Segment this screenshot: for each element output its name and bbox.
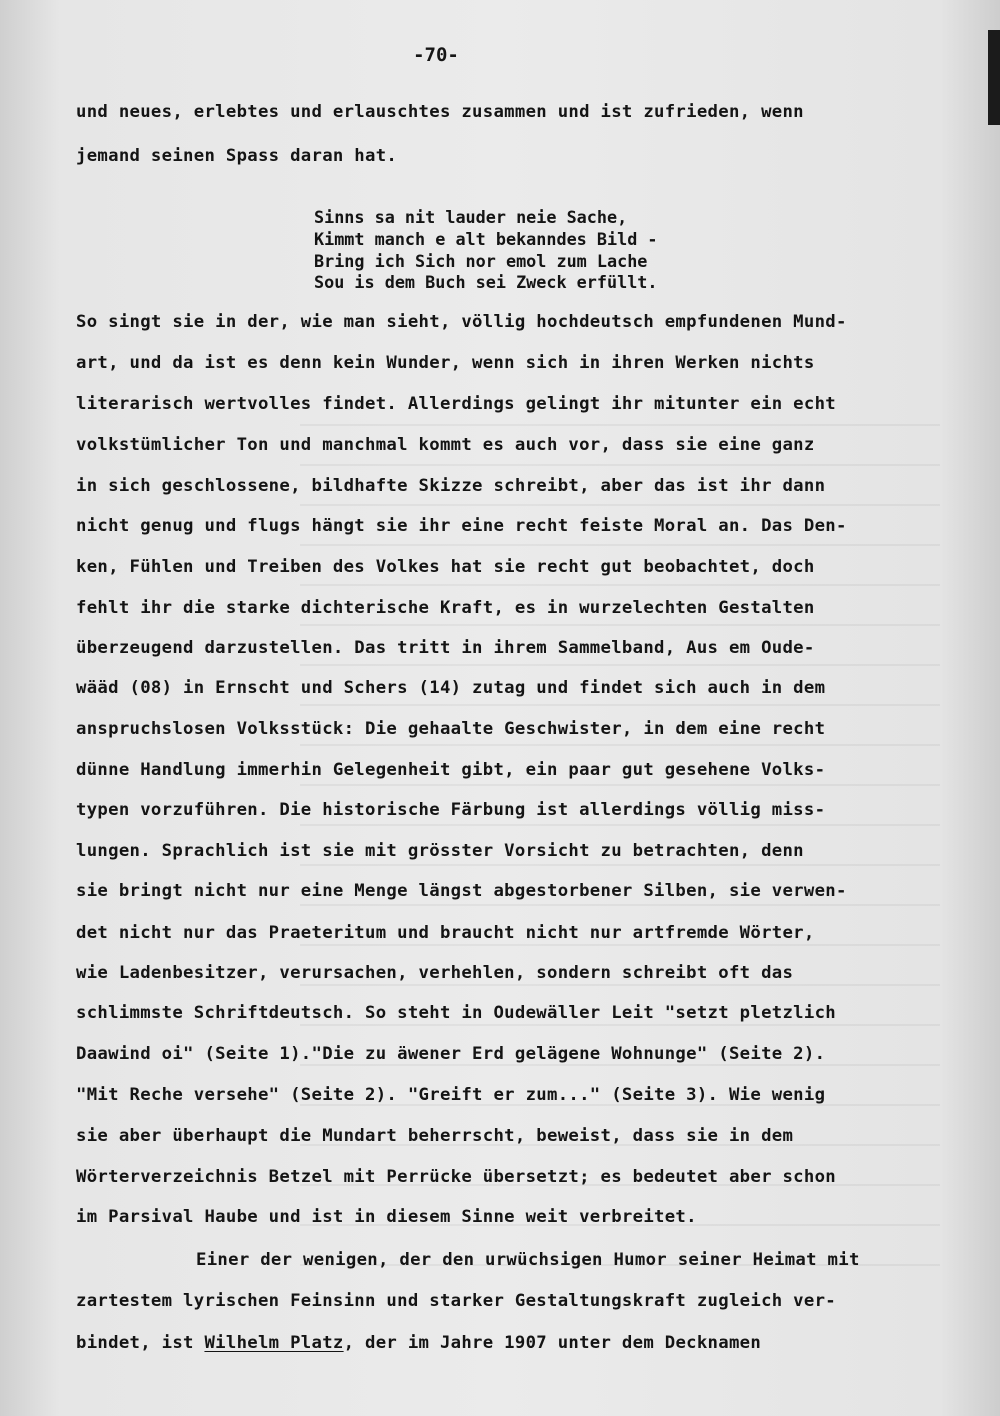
- text-line: jemand seinen Spass daran hat.: [76, 146, 398, 166]
- author-name: Wilhelm Platz: [204, 1333, 344, 1353]
- text-line: und neues, erlebtes und erlauschtes zusammen und ist zufrieden, wenn: [76, 102, 804, 122]
- text-line: literarisch wertvolles findet. Allerdings gelingt ihr mitunter ein echt: [76, 394, 836, 414]
- poem-line: Sinns sa nit lauder neie Sache,: [314, 207, 628, 227]
- text-line: zartestem lyrischen Feinsinn und starker Gestaltungskraft zugleich ver-: [76, 1291, 836, 1311]
- text-line: sie aber überhaupt die Mundart beherrscht, beweist, dass sie in dem: [76, 1126, 794, 1146]
- text-line: art, und da ist es denn kein Wunder, wenn sich in ihren Werken nichts: [76, 353, 815, 373]
- text-line: wääd (08) in Ernscht und Schers (14) zutag und findet sich auch in dem: [76, 678, 826, 698]
- text-line: fehlt ihr die starke dichterische Kraft, es in wurzelechten Gestalten: [76, 598, 815, 618]
- text-line: in sich geschlossene, bildhafte Skizze schreibt, aber das ist ihr dann: [76, 476, 826, 496]
- text-line: lungen. Sprachlich ist sie mit grösster Vorsicht zu betrachten, denn: [76, 841, 804, 861]
- page-number: -70-: [413, 44, 459, 66]
- text-line: überzeugend darzustellen. Das tritt in ihrem Sammelband, Aus em Oude-: [76, 638, 815, 658]
- poem-line: Sou is dem Buch sei Zweck erfüllt.: [314, 272, 658, 292]
- text-segment: bindet, ist: [76, 1333, 205, 1353]
- text-line: volkstümlicher Ton und manchmal kommt es auch vor, dass sie eine ganz: [76, 435, 815, 455]
- text-line: nicht genug und flugs hängt sie ihr eine recht feiste Moral an. Das Den-: [76, 516, 847, 536]
- text-line: anspruchslosen Volksstück: Die gehaalte Geschwister, in dem eine recht: [76, 719, 826, 739]
- text-line: dünne Handlung immerhin Gelegenheit gibt, ein paar gut gesehene Volks-: [76, 760, 826, 780]
- scan-edge-mark: [988, 30, 1000, 125]
- text-line: "Mit Reche versehe" (Seite 2). "Greift er zum..." (Seite 3). Wie wenig: [76, 1085, 826, 1105]
- text-line: Einer der wenigen, der den urwüchsigen Humor seiner Heimat mit: [196, 1250, 860, 1270]
- text-line: sie bringt nicht nur eine Menge längst abgestorbener Silben, sie verwen-: [76, 881, 847, 901]
- text-line: ken, Fühlen und Treiben des Volkes hat sie recht gut beobachtet, doch: [76, 557, 815, 577]
- text-line-with-name: [76, 1333, 761, 1353]
- text-line: Daawind oi" (Seite 1)."Die zu äwener Erd gelägene Wohnunge" (Seite 2).: [76, 1044, 826, 1064]
- text-line: Wörterverzeichnis Betzel mit Perrücke übersetzt; es bedeutet aber schon: [76, 1167, 836, 1187]
- text-line: So singt sie in der, wie man sieht, völlig hochdeutsch empfundenen Mund-: [76, 312, 847, 332]
- text-line: im Parsival Haube und ist in diesem Sinne weit verbreitet.: [76, 1207, 697, 1227]
- text-line: wie Ladenbesitzer, verursachen, verhehlen, sondern schreibt oft das: [76, 963, 794, 983]
- text-line: det nicht nur das Praeteritum und braucht nicht nur artfremde Wörter,: [76, 923, 815, 943]
- text-segment: , der im Jahre 1907 unter dem Decknamen: [343, 1333, 762, 1353]
- text-line: typen vorzuführen. Die historische Färbung ist allerdings völlig miss-: [76, 800, 826, 820]
- text-line: schlimmste Schriftdeutsch. So steht in Oudewäller Leit "setzt pletzlich: [76, 1003, 836, 1023]
- poem-line: Kimmt manch e alt bekanndes Bild -: [314, 229, 658, 249]
- poem-line: Bring ich Sich nor emol zum Lache: [314, 251, 648, 271]
